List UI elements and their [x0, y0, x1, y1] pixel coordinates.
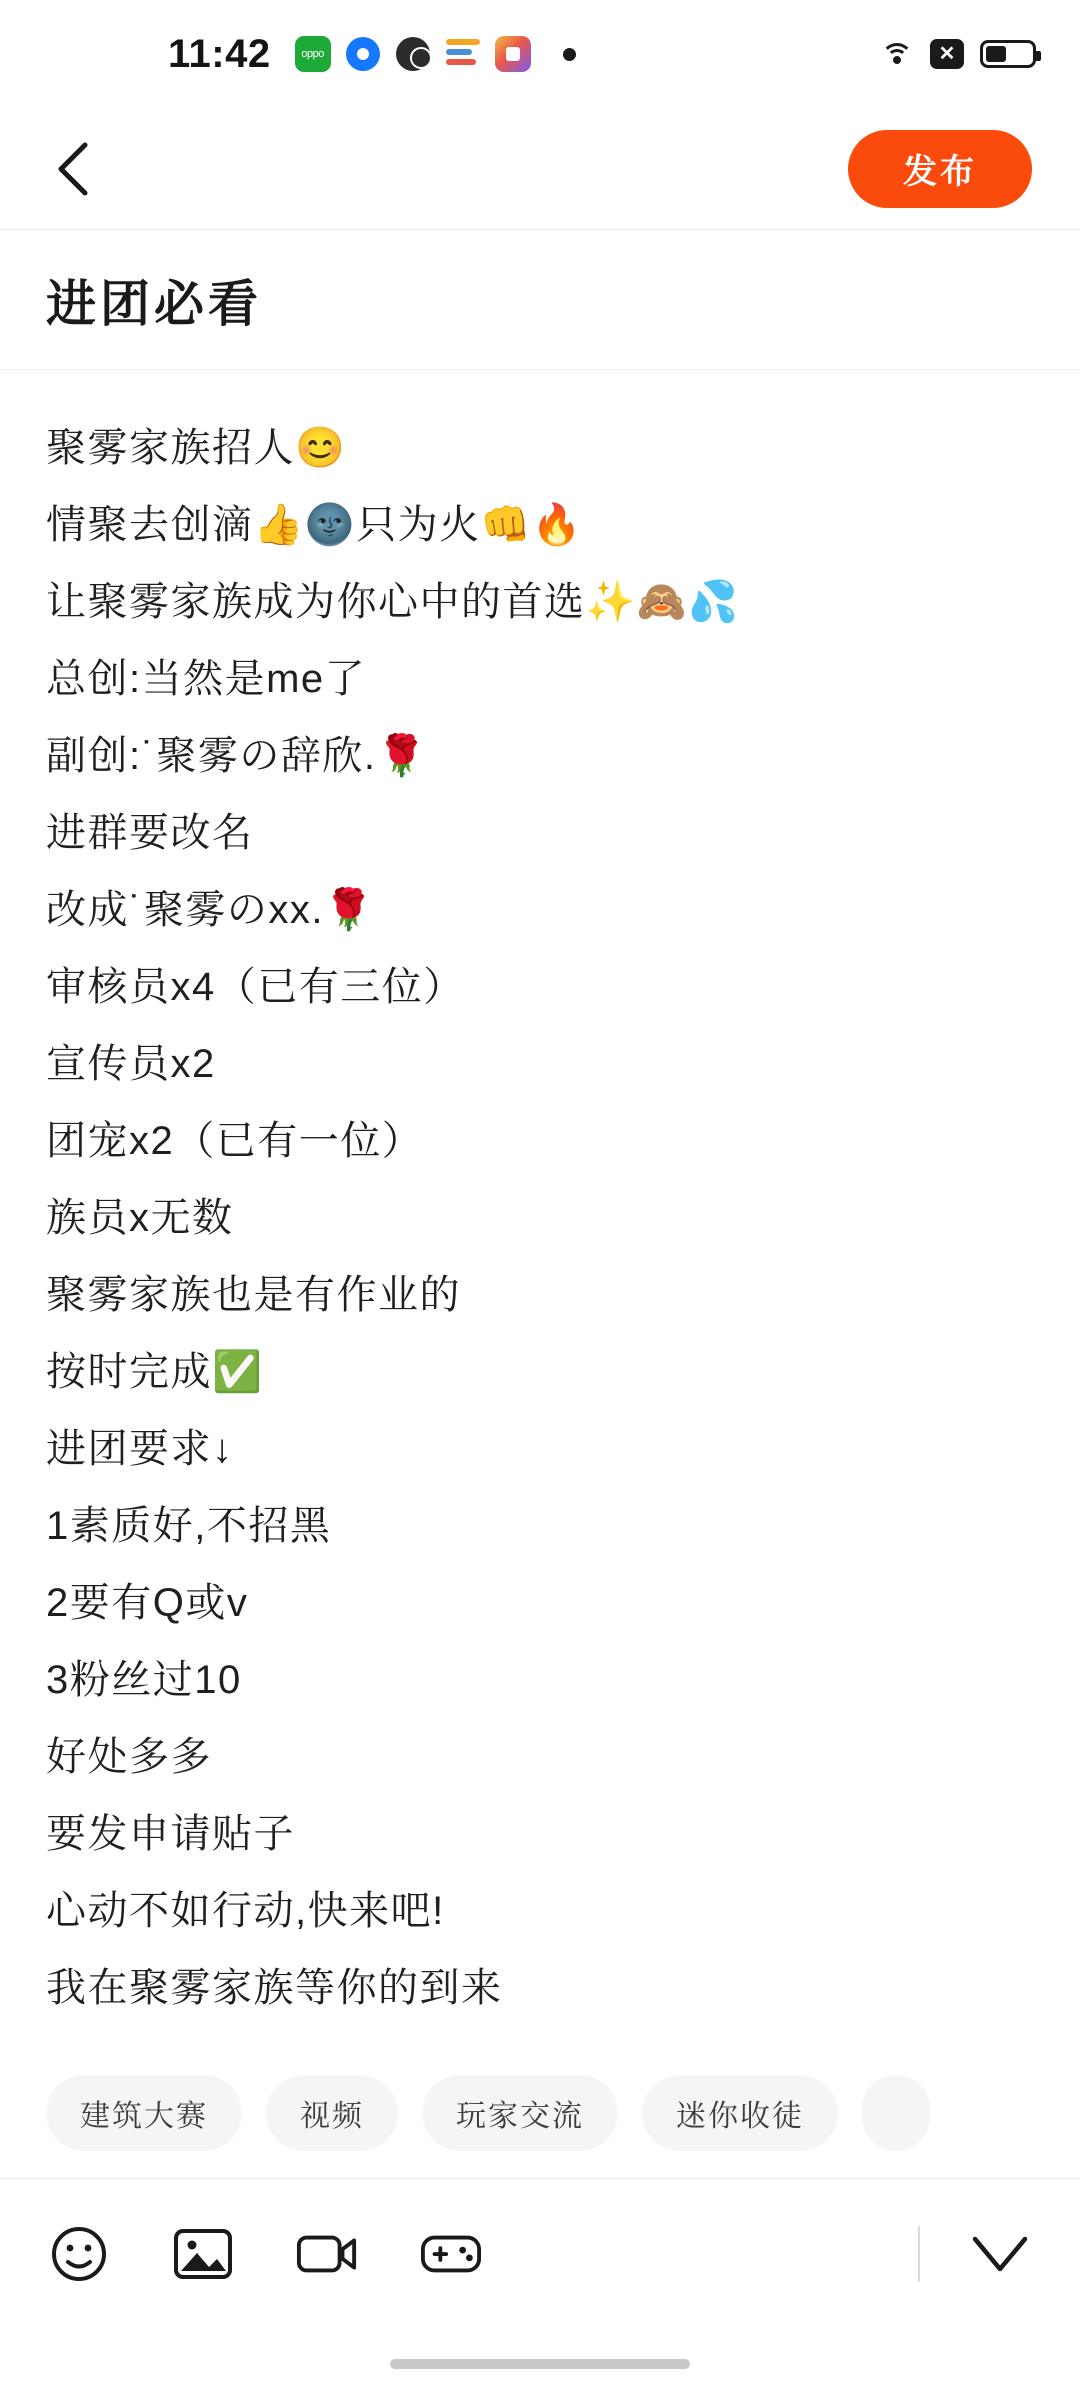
collapse-keyboard-icon — [969, 2231, 1031, 2277]
body-line: 按时完成✅ — [46, 1350, 264, 1394]
body-line: 心动不如行动,快来吧! — [46, 1889, 445, 1933]
game-icon — [420, 2230, 482, 2278]
body-line: 我在聚雾家族等你的到来 — [46, 1966, 503, 2010]
toolbar-divider — [918, 2226, 920, 2282]
document-app-icon — [445, 36, 481, 72]
body-line: 情聚去创滴👍🌚只为火👊🔥 — [46, 503, 584, 547]
home-indicator-area — [0, 2328, 1080, 2400]
post-body-editor[interactable] — [0, 370, 1080, 2048]
chevron-left-icon — [53, 139, 97, 199]
tag-suggestion-row[interactable] — [0, 2048, 1080, 2178]
body-line: 1素质好,不招黑 — [46, 1504, 332, 1548]
body-line: 宣传员x2 — [46, 1042, 216, 1086]
wechat-app-icon — [395, 36, 431, 72]
gallery-app-icon — [495, 36, 531, 72]
body-line: 聚雾家族也是有作业的 — [46, 1273, 461, 1317]
tag-chip[interactable]: 玩家交流 — [422, 2075, 618, 2151]
post-title-row[interactable] — [0, 230, 1080, 370]
body-line: 进群要改名 — [46, 811, 254, 855]
post-title-input[interactable]: 进团必看 — [46, 275, 262, 332]
notification-dot-icon — [563, 48, 576, 61]
home-indicator[interactable] — [390, 2359, 690, 2369]
tag-chip[interactable]: 建筑大赛 — [46, 2075, 242, 2151]
body-line: 2要有Q或v — [46, 1581, 249, 1625]
body-line: 总创:当然是me了 — [46, 657, 367, 701]
body-line: 要发申请贴子 — [46, 1812, 295, 1856]
wifi-icon — [880, 41, 914, 67]
body-line: 3粉丝过10 — [46, 1658, 242, 1702]
back-button[interactable] — [40, 134, 110, 204]
collapse-keyboard-button[interactable] — [968, 2222, 1032, 2286]
browser-app-icon — [345, 36, 381, 72]
body-line: 族员x无数 — [46, 1196, 234, 1240]
body-line: 聚雾家族招人😊 — [46, 426, 347, 470]
battery-icon — [980, 40, 1036, 68]
status-system-icons — [880, 39, 1036, 69]
body-line: 团宠x2（已有一位） — [46, 1119, 424, 1163]
image-button[interactable] — [172, 2223, 234, 2285]
video-icon — [296, 2229, 358, 2279]
oppo-app-icon-label: oppo — [301, 48, 324, 60]
tag-chip[interactable]: 视频 — [266, 2075, 398, 2151]
status-bar — [0, 0, 1080, 108]
game-button[interactable] — [420, 2223, 482, 2285]
tag-chip[interactable]: 迷你收徒 — [642, 2075, 838, 2151]
emoji-button[interactable] — [48, 2223, 110, 2285]
body-line: 审核员x4（已有三位） — [46, 965, 465, 1009]
body-line: 改成˙聚雾のxx.🌹 — [46, 888, 376, 932]
body-line: 进团要求↓ — [46, 1427, 234, 1471]
body-line: 副创:˙聚雾の辞欣.🌹 — [46, 734, 428, 778]
compose-toolbar — [0, 2178, 1080, 2328]
no-sim-icon: ✕ — [930, 39, 964, 69]
status-time: 11:42 — [168, 31, 271, 76]
body-line: 好处多多 — [46, 1735, 212, 1779]
body-line: 让聚雾家族成为你心中的首选✨🙈💦 — [46, 580, 740, 624]
oppo-app-icon — [295, 36, 331, 72]
emoji-icon — [50, 2225, 108, 2283]
app-top-bar — [0, 108, 1080, 230]
status-notification-icons — [295, 36, 576, 72]
video-button[interactable] — [296, 2223, 358, 2285]
publish-button[interactable]: 发布 — [848, 130, 1032, 208]
tag-chip[interactable] — [862, 2075, 930, 2151]
image-icon — [173, 2226, 233, 2282]
